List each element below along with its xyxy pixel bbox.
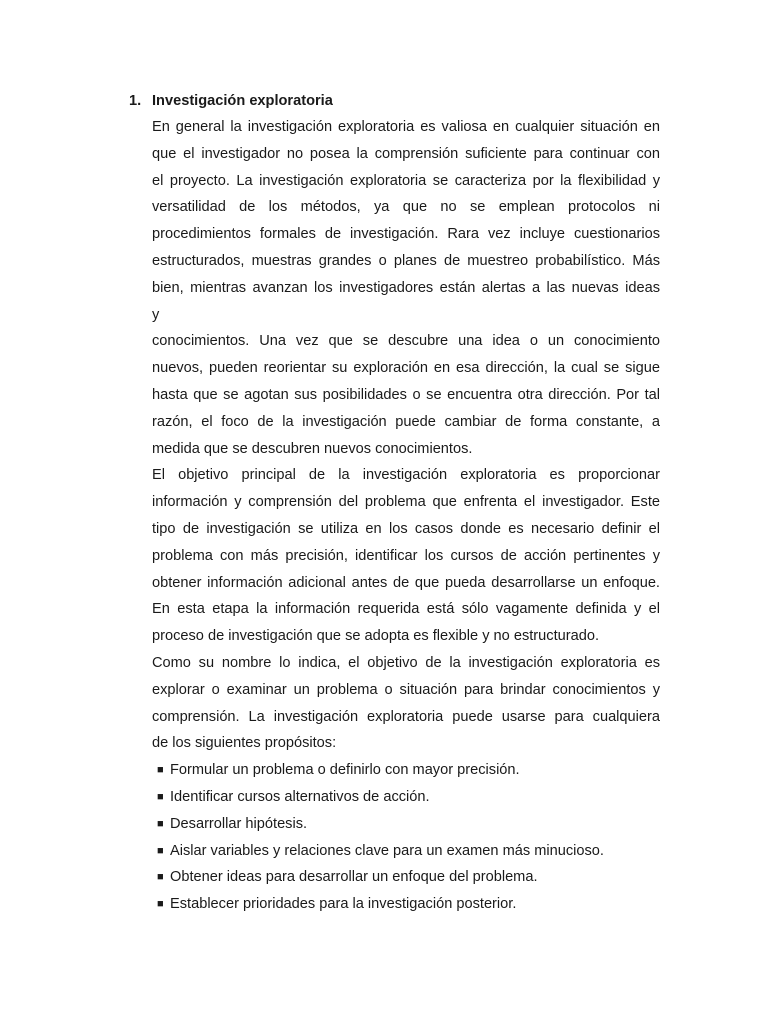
bullet-item xyxy=(152,757,660,784)
text-line: El objetivo principal de la investigación exploratoria es proporcionar xyxy=(152,467,660,484)
square-bullet-icon: ■ xyxy=(157,871,164,884)
text-line: razón, el foco de la investigación puede cambiar de forma constante, a xyxy=(152,413,660,430)
text-line: procedimientos formales de investigación. Rara vez incluye cuestionarios xyxy=(152,226,660,243)
text-line: de los siguientes propósitos: xyxy=(152,735,337,752)
text-line: información y comprensión del problema que enfrenta el investigador. Este xyxy=(152,494,660,511)
text-line: nuevos, pueden reorientar su exploración en esa dirección, la cual se sigue xyxy=(152,360,660,377)
square-bullet-icon: ■ xyxy=(157,790,164,803)
bullet-text: Desarrollar hipótesis. xyxy=(170,815,308,832)
text-line: medida que se descubren nuevos conocimientos. xyxy=(152,440,473,457)
bullet-text: Obtener ideas para desarrollar un enfoque del problema. xyxy=(170,869,538,886)
text-line: explorar o examinar un problema o situación para brindar conocimientos y xyxy=(152,681,660,698)
text-line: tipo de investigación se utiliza en los casos donde es necesario definir el xyxy=(152,520,660,537)
section-title: Investigación exploratoria xyxy=(152,93,333,109)
bullet-text: Formular un problema o definirlo con mayor precisión. xyxy=(170,762,520,779)
text-line: En esta etapa la información requerida está sólo vagamente definida y el xyxy=(152,601,660,618)
bullet-item xyxy=(152,864,660,891)
text-line: estructurados, muestras grandes o planes de muestreo probabilístico. Más xyxy=(152,252,660,269)
text-line: hasta que se agotan sus posibilidades o se encuentra otra dirección. Por tal xyxy=(152,386,660,403)
text-line: Como su nombre lo indica, el objetivo de la investigación exploratoria es xyxy=(152,654,660,671)
bullet-text: Establecer prioridades para la investigación posterior. xyxy=(170,896,517,913)
text-line: que el investigador no posea la comprensión suficiente para continuar con xyxy=(152,145,660,162)
bullet-text: Identificar cursos alternativos de acción. xyxy=(170,788,430,805)
bullet-text: Aislar variables y relaciones clave para un examen más minucioso. xyxy=(170,842,604,859)
text-line: bien, mientras avanzan los investigadores están alertas a las nuevas ideas xyxy=(152,279,660,296)
text-line: obtener información adicional antes de que pueda desarrollarse un enfoque. xyxy=(152,574,660,591)
square-bullet-icon: ■ xyxy=(157,764,164,777)
square-bullet-icon: ■ xyxy=(157,817,164,830)
bullet-item xyxy=(152,784,660,811)
section-number: 1. xyxy=(129,93,142,109)
bullet-item xyxy=(152,811,660,838)
square-bullet-icon: ■ xyxy=(157,844,164,857)
section-heading xyxy=(129,91,333,111)
text-line: conocimientos. Una vez que se descubre una idea o un conocimiento xyxy=(152,333,660,350)
text-line: el proyecto. La investigación exploratoria se caracteriza por la flexibilidad y xyxy=(152,172,660,189)
bullet-item xyxy=(152,838,660,865)
bullet-item xyxy=(152,891,660,918)
text-line: problema con más precisión, identificar los cursos de acción pertinentes y xyxy=(152,547,660,564)
text-line: y xyxy=(152,306,160,323)
text-line: comprensión. La investigación exploratoria puede usarse para cualquiera xyxy=(152,708,660,725)
square-bullet-icon: ■ xyxy=(157,898,164,911)
text-line: versatilidad de los métodos, ya que no se emplean protocolos ni xyxy=(152,199,660,216)
section-body xyxy=(152,114,660,918)
text-line: En general la investigación exploratoria es valiosa en cualquier situación en xyxy=(152,119,660,135)
text-line: proceso de investigación que se adopta es flexible y no estructurado. xyxy=(152,628,600,645)
